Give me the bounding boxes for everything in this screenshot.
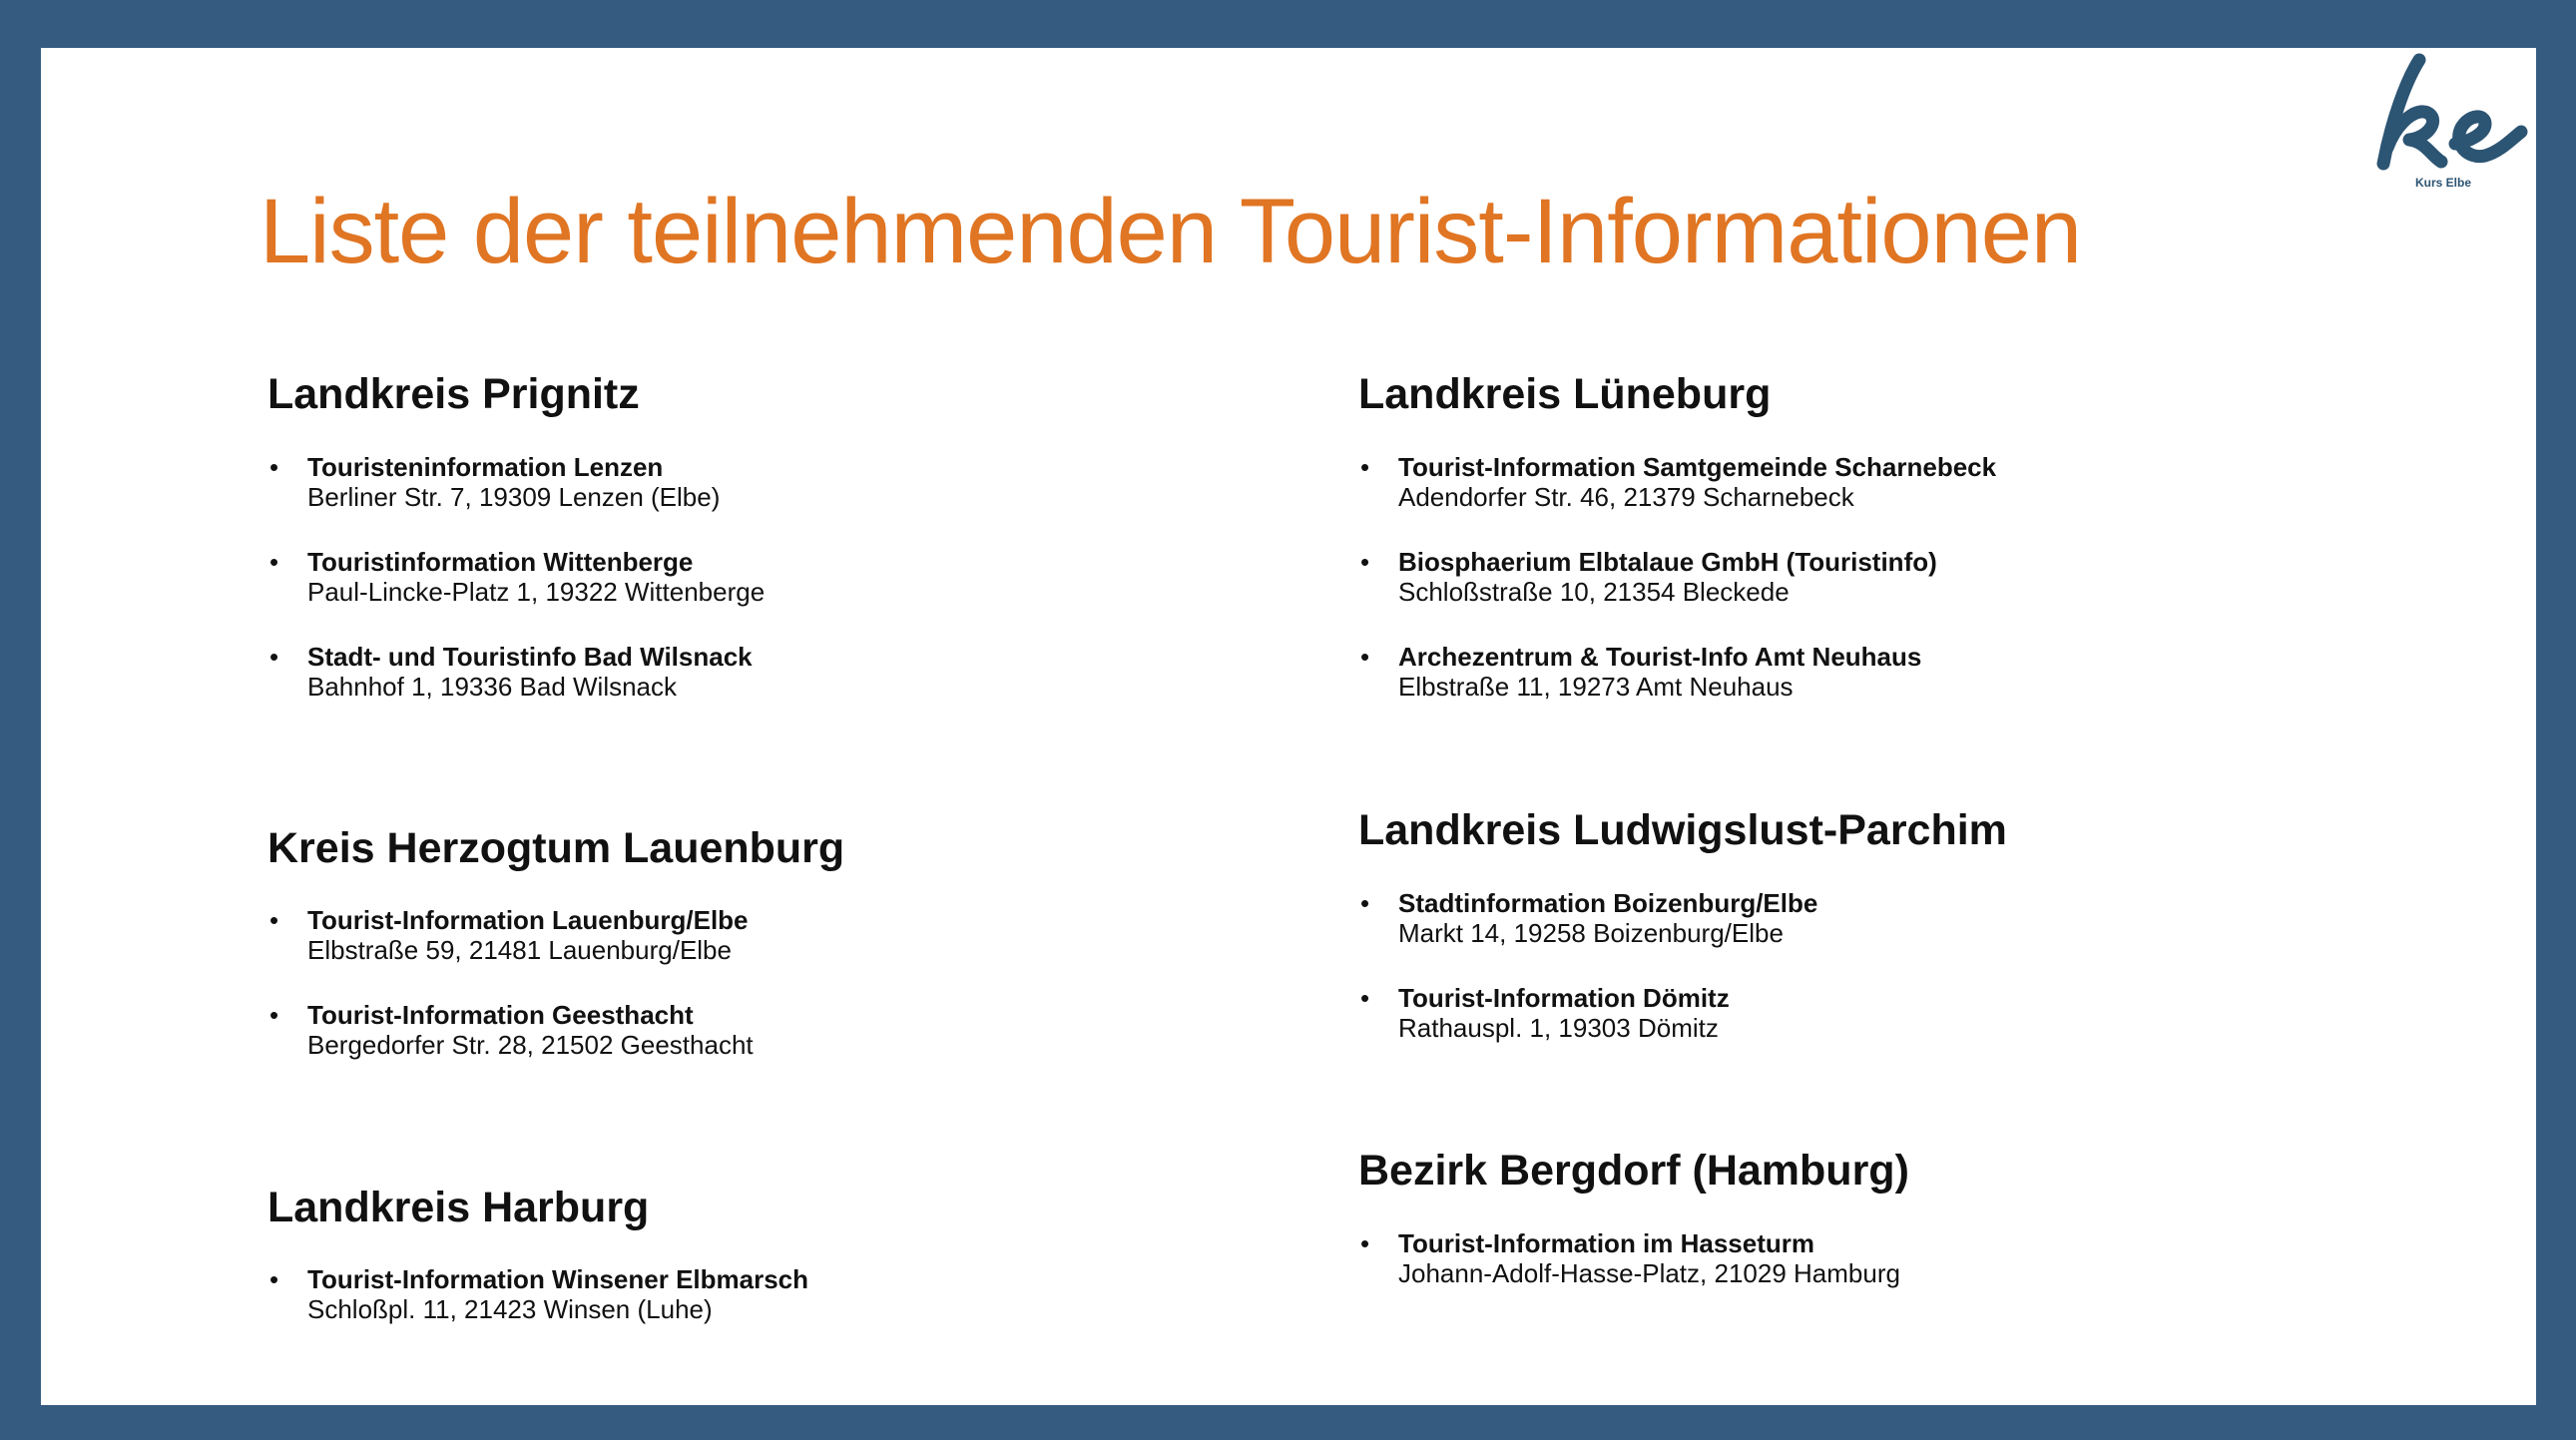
entry-name: Tourist-Information Dömitz <box>1398 983 1730 1013</box>
logo-text: Kurs Elbe <box>2414 176 2471 190</box>
list-item <box>1358 888 1817 948</box>
entry-name: Tourist-Information im Hasseturm <box>1398 1228 1815 1258</box>
entry-address: Adendorfer Str. 46, 21379 Scharnebeck <box>1398 482 1854 512</box>
bullet-icon: • <box>269 452 279 482</box>
list-item <box>267 642 753 702</box>
bullet-icon: • <box>1360 642 1370 672</box>
bullet-icon: • <box>269 547 279 577</box>
region-title: Landkreis Harburg <box>267 1184 650 1231</box>
entry-name: Tourist-Information Geesthacht <box>307 1000 694 1030</box>
entry-name: Touristinformation Wittenberge <box>307 547 694 577</box>
bullet-icon: • <box>269 905 279 935</box>
bullet-icon: • <box>1360 452 1370 482</box>
entry-name: Touristeninformation Lenzen <box>307 452 664 482</box>
kurs-elbe-logo <box>2353 52 2533 202</box>
entry-address: Berliner Str. 7, 19309 Lenzen (Elbe) <box>307 482 721 512</box>
entry-name: Archezentrum & Tourist-Info Amt Neuhaus <box>1398 642 1922 672</box>
region-title: Kreis Herzogtum Lauenburg <box>267 824 845 872</box>
entry-address: Paul-Lincke-Platz 1, 19322 Wittenberge <box>307 577 766 607</box>
entry-address: Bergedorfer Str. 28, 21502 Geesthacht <box>307 1030 754 1060</box>
region-prignitz <box>267 370 1315 702</box>
entry-address: Schloßstraße 10, 21354 Bleckede <box>1398 577 1790 607</box>
region-bergdorf <box>1358 1147 2406 1288</box>
region-harburg <box>267 1184 1315 1324</box>
entry-name: Tourist-Information Lauenburg/Elbe <box>307 905 749 935</box>
bullet-icon: • <box>1360 547 1370 577</box>
list-item <box>1358 983 1730 1043</box>
region-ludwigslust-parchim <box>1358 806 2406 1043</box>
region-lueneburg <box>1358 370 2406 702</box>
bullet-icon: • <box>1360 983 1370 1013</box>
entry-address: Elbstraße 11, 19273 Amt Neuhaus <box>1398 672 1794 702</box>
region-title: Bezirk Bergdorf (Hamburg) <box>1358 1147 1909 1195</box>
entry-address: Schloßpl. 11, 21423 Winsen (Luhe) <box>307 1294 713 1324</box>
list-item <box>267 1264 808 1324</box>
entry-address: Bahnhof 1, 19336 Bad Wilsnack <box>307 672 678 702</box>
bullet-icon: • <box>1360 888 1370 918</box>
entry-name: Stadt- und Touristinfo Bad Wilsnack <box>307 642 753 672</box>
kurs-elbe-logo-icon <box>2353 52 2533 182</box>
entry-address: Elbstraße 59, 21481 Lauenburg/Elbe <box>307 935 732 965</box>
entry-name: Biosphaerium Elbtalaue GmbH (Touristinfo) <box>1398 547 1937 577</box>
entry-name: Stadtinformation Boizenburg/Elbe <box>1398 888 1818 918</box>
entry-name: Tourist-Information Samtgemeinde Scharnebeck <box>1398 452 1997 482</box>
list-item <box>1358 1228 1900 1288</box>
list-item <box>1358 547 1937 607</box>
entry-address: Rathauspl. 1, 19303 Dömitz <box>1398 1013 1719 1043</box>
entry-address: Markt 14, 19258 Boizenburg/Elbe <box>1398 918 1784 948</box>
region-herzogtum-lauenburg <box>267 824 1315 1060</box>
entry-name: Tourist-Information Winsener Elbmarsch <box>307 1264 809 1294</box>
list-item <box>1358 642 1921 702</box>
list-item <box>1358 452 1996 512</box>
bullet-icon: • <box>1360 1228 1370 1258</box>
bullet-icon: • <box>269 642 279 672</box>
bullet-icon: • <box>269 1000 279 1030</box>
list-item <box>267 547 765 607</box>
list-item <box>267 452 720 512</box>
slide <box>41 48 2536 1405</box>
region-title: Landkreis Ludwigslust-Parchim <box>1358 806 2007 854</box>
bullet-icon: • <box>269 1264 279 1294</box>
region-title: Landkreis Lüneburg <box>1358 370 1772 418</box>
list-item <box>267 905 749 965</box>
page-title: Liste der teilnehmenden Tourist-Informationen <box>259 181 2082 282</box>
entry-address: Johann-Adolf-Hasse-Platz, 21029 Hamburg <box>1398 1258 1900 1288</box>
list-item <box>267 1000 754 1060</box>
region-title: Landkreis Prignitz <box>267 370 640 418</box>
